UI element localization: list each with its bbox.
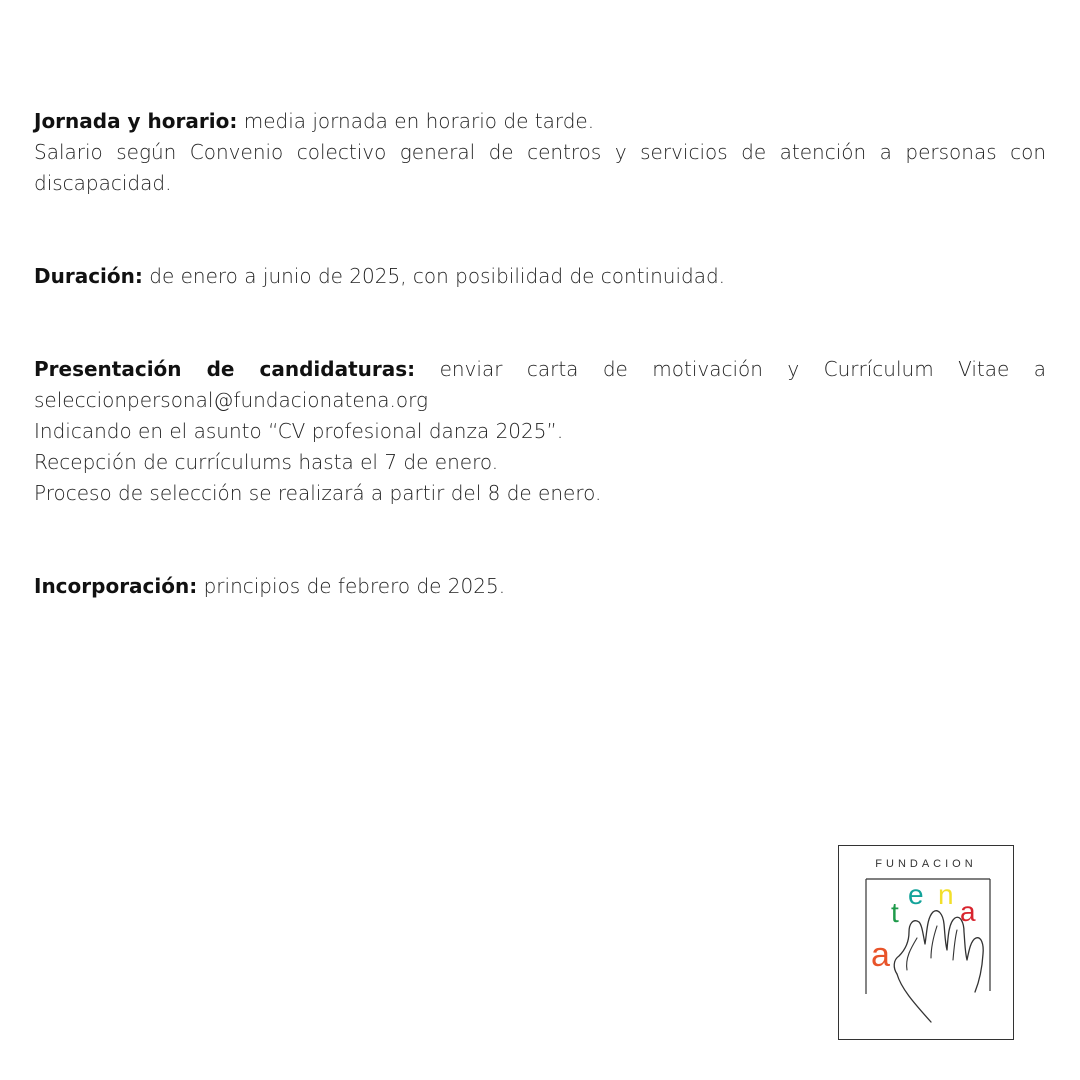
application-email: seleccionpersonal@fundacionatena.org xyxy=(34,388,429,412)
section-duration xyxy=(34,261,1046,292)
logo-letter-a1: a xyxy=(871,936,890,974)
section-schedule xyxy=(34,106,1046,199)
section-start-date xyxy=(34,571,1046,602)
fundacion-atena-logo xyxy=(838,845,1014,1040)
cv-deadline: Recepción de currículums hasta el 7 de enero. xyxy=(34,450,499,474)
atena-hand-icon xyxy=(839,846,1015,1041)
salary-text: Salario según Convenio colectivo general de centros y servicios de atención a personas con discapacidad. xyxy=(34,140,1046,195)
logo-fundacion-text: FUNDACION xyxy=(875,858,977,870)
section-applications xyxy=(34,354,1046,509)
logo-letter-e: e xyxy=(908,879,924,910)
applications-label: Presentación de candidaturas: xyxy=(34,357,416,381)
subject-instruction: Indicando en el asunto “CV profesional danza 2025”. xyxy=(34,419,564,443)
duration-label: Duración: xyxy=(34,264,143,288)
start-date-label: Incorporación: xyxy=(34,574,198,598)
selection-start: Proceso de selección se realizará a partir del 8 de enero. xyxy=(34,481,602,505)
schedule-label: Jornada y horario: xyxy=(34,109,238,133)
applications-text: enviar carta de motivación y Currículum Vitae a xyxy=(415,357,1047,381)
schedule-text: media jornada en horario de tarde. xyxy=(237,109,595,133)
logo-letter-t: t xyxy=(891,897,899,928)
logo-letter-n: n xyxy=(938,879,954,910)
start-date-text: principios de febrero de 2025. xyxy=(197,574,506,598)
logo-letter-a2: a xyxy=(960,896,976,927)
duration-text: de enero a junio de 2025, con posibilidad de continuidad. xyxy=(142,264,726,288)
job-details xyxy=(34,106,1046,602)
